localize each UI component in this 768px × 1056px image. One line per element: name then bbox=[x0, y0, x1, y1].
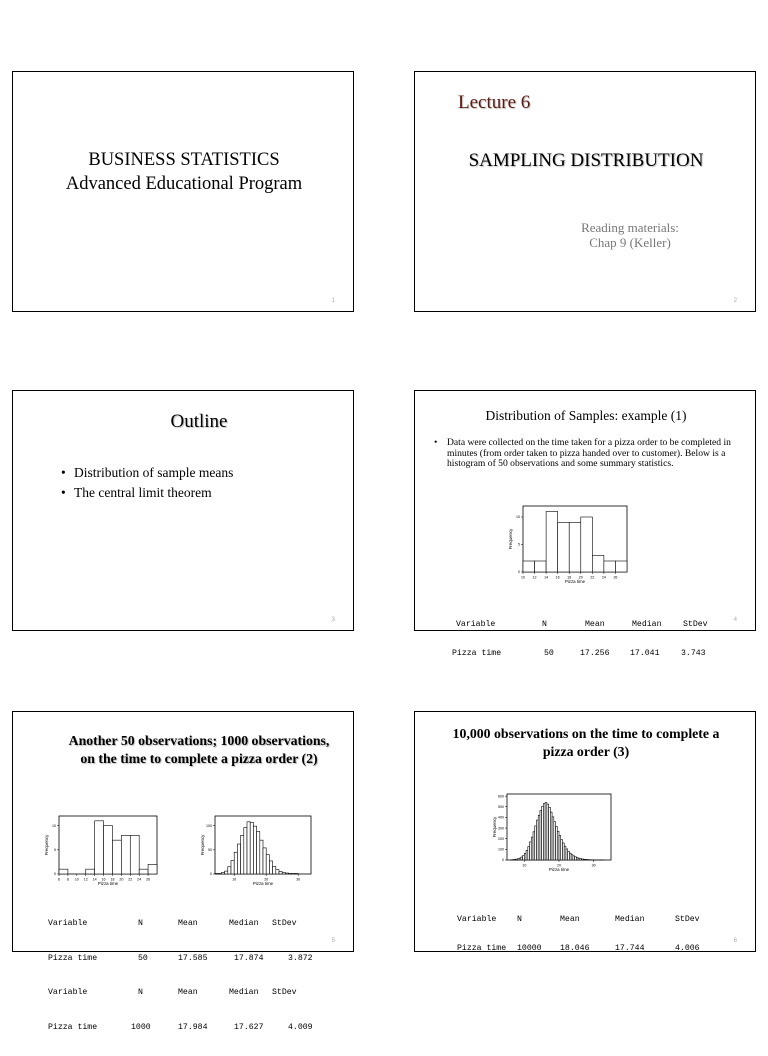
cell: N bbox=[138, 987, 143, 999]
histogram-bar bbox=[273, 866, 276, 874]
y-axis-label: Frequency bbox=[200, 834, 205, 856]
histogram-bar bbox=[257, 831, 260, 874]
x-tick-label: 8 bbox=[67, 878, 69, 882]
x-tick-label: 18 bbox=[110, 878, 114, 882]
histogram-bar bbox=[569, 523, 581, 573]
stats-row bbox=[48, 953, 68, 965]
histogram-bar bbox=[241, 835, 244, 874]
title-line-2: pizza order (3) bbox=[415, 743, 757, 761]
y-axis-label: Frequency bbox=[508, 528, 513, 550]
x-tick-label: 18 bbox=[567, 576, 571, 580]
histogram-bar bbox=[59, 869, 68, 874]
slide-3-title: Outline bbox=[13, 411, 385, 433]
histogram-bar bbox=[231, 860, 234, 874]
slide-3 bbox=[12, 390, 354, 631]
histogram-bar bbox=[581, 517, 593, 572]
x-tick-label: 10 bbox=[521, 576, 525, 580]
col-n: N bbox=[542, 620, 547, 630]
histogram-bar bbox=[253, 826, 256, 874]
histogram-bar bbox=[139, 869, 148, 874]
slide-4-title: Distribution of Samples: example (1) bbox=[415, 408, 757, 424]
x-tick-label: 26 bbox=[146, 878, 150, 882]
slide-1-title bbox=[13, 148, 355, 196]
x-tick-label: 26 bbox=[613, 576, 617, 580]
y-tick-label: 0 bbox=[502, 858, 504, 862]
y-tick-label: 10 bbox=[516, 515, 520, 519]
histogram-bar bbox=[244, 828, 247, 874]
y-tick-label: 5 bbox=[54, 848, 56, 852]
histogram-bar bbox=[234, 852, 237, 874]
y-tick-label: 400 bbox=[498, 816, 504, 820]
col-mean: Mean bbox=[585, 620, 605, 630]
y-tick-label: 500 bbox=[498, 805, 504, 809]
y-tick-label: 100 bbox=[498, 848, 504, 852]
col-mean: Mean bbox=[178, 918, 198, 930]
x-axis-label: Pizza time bbox=[98, 881, 119, 886]
histogram-bar bbox=[130, 835, 139, 874]
histogram-bar bbox=[112, 840, 121, 874]
stats-header bbox=[48, 987, 68, 999]
histogram-bar bbox=[121, 835, 130, 874]
col-variable: Variable bbox=[457, 915, 496, 925]
cell: 17.585 bbox=[178, 953, 207, 965]
histogram-bar bbox=[104, 826, 113, 874]
y-tick-label: 10 bbox=[52, 824, 56, 828]
cell: 4.006 bbox=[675, 944, 700, 954]
slide-number: 6 bbox=[734, 938, 737, 944]
cell: Pizza time bbox=[48, 953, 97, 965]
slide-number: 4 bbox=[734, 617, 737, 623]
lecture-label: Lecture 6 bbox=[458, 92, 530, 114]
histogram-bar bbox=[285, 873, 288, 874]
slide-1 bbox=[12, 71, 354, 312]
summary-stats bbox=[48, 895, 68, 1056]
x-tick-label: 10 bbox=[522, 864, 526, 868]
cell: Median bbox=[229, 987, 258, 999]
cell: 17.744 bbox=[615, 944, 644, 954]
histogram-bar bbox=[263, 848, 266, 874]
y-axis-label: Frequency bbox=[44, 834, 49, 856]
col-median: Median bbox=[229, 918, 258, 930]
slide-number: 5 bbox=[332, 938, 335, 944]
col-median: Median bbox=[615, 915, 644, 925]
histogram bbox=[505, 506, 635, 586]
stats-row bbox=[48, 1022, 68, 1034]
x-tick-label: 30 bbox=[296, 878, 300, 882]
summary-stats bbox=[452, 601, 472, 677]
stats-row bbox=[452, 649, 472, 659]
x-tick-label: 20 bbox=[579, 576, 583, 580]
outline-list bbox=[61, 463, 233, 503]
title-line-2: on the time to complete a pizza order (2) bbox=[13, 750, 385, 768]
histogram-bar bbox=[592, 556, 604, 573]
histogram-bar bbox=[269, 861, 272, 874]
x-tick-label: 10 bbox=[232, 878, 236, 882]
x-tick-label: 10 bbox=[75, 878, 79, 882]
histogram-bar bbox=[535, 561, 547, 572]
x-tick-label: 22 bbox=[128, 878, 132, 882]
slide-6-title bbox=[415, 725, 757, 761]
reading-line-1: Reading materials: bbox=[545, 220, 715, 235]
x-tick-label: 14 bbox=[93, 878, 97, 882]
y-tick-label: 0 bbox=[210, 872, 212, 876]
cell: 17.874 bbox=[234, 953, 263, 965]
histogram-bar bbox=[615, 561, 627, 572]
y-tick-label: 300 bbox=[498, 826, 504, 830]
reading-materials bbox=[545, 220, 715, 250]
y-tick-label: 5 bbox=[518, 543, 520, 547]
stats-header bbox=[48, 918, 68, 930]
cell: 17.256 bbox=[580, 649, 609, 659]
x-tick-label: 16 bbox=[102, 878, 106, 882]
cell: 1000 bbox=[131, 1022, 151, 1034]
x-tick-label: 12 bbox=[533, 576, 537, 580]
y-tick-label: 0 bbox=[54, 872, 56, 876]
x-tick-label: 16 bbox=[556, 576, 560, 580]
histogram-bar bbox=[237, 844, 240, 874]
col-stdev: StDev bbox=[683, 620, 708, 630]
cell: Pizza time bbox=[457, 944, 506, 954]
cell: 3.872 bbox=[288, 953, 313, 965]
y-tick-label: 200 bbox=[498, 837, 504, 841]
histogram-bar bbox=[86, 869, 95, 874]
histogram-bar bbox=[228, 867, 231, 874]
slide-2 bbox=[414, 71, 756, 312]
x-tick-label: 20 bbox=[119, 878, 123, 882]
x-tick-label: 24 bbox=[137, 878, 141, 882]
histogram-bar bbox=[247, 822, 250, 874]
cell: Variable bbox=[48, 987, 87, 999]
description-bullet: • Data were collected on the time taken for a pizza order to be completed in minutes (from order taken to pizza handed over to customer). Below is a histogram of 50 observations and some summary statistics. bbox=[434, 438, 740, 470]
slide-6 bbox=[414, 711, 756, 952]
x-tick-label: 30 bbox=[592, 864, 596, 868]
histogram-bar bbox=[558, 523, 570, 573]
y-axis-label: Frequency bbox=[492, 816, 497, 838]
histogram-10000 bbox=[481, 792, 617, 878]
reading-line-2: Chap 9 (Keller) bbox=[545, 235, 715, 250]
y-tick-label: 50 bbox=[208, 848, 212, 852]
histogram-bar bbox=[523, 561, 535, 572]
cell: 3.743 bbox=[681, 649, 706, 659]
col-stdev: StDev bbox=[272, 918, 297, 930]
histogram-bar bbox=[260, 840, 263, 874]
slide-number: 1 bbox=[332, 298, 335, 304]
x-tick-label: 20 bbox=[557, 864, 561, 868]
histogram-bar bbox=[276, 870, 279, 874]
col-mean: Mean bbox=[560, 915, 580, 925]
cell: 17.984 bbox=[178, 1022, 207, 1034]
cell: 17.627 bbox=[234, 1022, 263, 1034]
x-axis-label: Pizza time bbox=[549, 867, 570, 872]
cell: 18.046 bbox=[560, 944, 589, 954]
x-tick-label: 14 bbox=[544, 576, 548, 580]
stats-row bbox=[457, 944, 477, 954]
col-n: N bbox=[138, 918, 143, 930]
histogram-bar bbox=[95, 821, 104, 874]
slide-number: 3 bbox=[332, 617, 335, 623]
slide-5 bbox=[12, 711, 354, 952]
title-line-2: Advanced Educational Program bbox=[13, 172, 355, 196]
col-variable: Variable bbox=[456, 620, 495, 630]
histogram-bar bbox=[225, 871, 228, 874]
slide-number: 2 bbox=[734, 298, 737, 304]
cell: 10000 bbox=[517, 944, 542, 954]
histogram-bar bbox=[604, 561, 616, 572]
x-tick-label: 20 bbox=[264, 878, 268, 882]
x-tick-label: 24 bbox=[602, 576, 606, 580]
slide-2-title: SAMPLING DISTRIBUTION bbox=[415, 150, 757, 172]
x-tick-label: 22 bbox=[590, 576, 594, 580]
summary-stats bbox=[457, 896, 477, 972]
title-line-1: 10,000 observations on the time to complete a bbox=[415, 725, 757, 743]
histogram-bar bbox=[148, 864, 157, 874]
histogram-bar bbox=[221, 873, 224, 874]
col-median: Median bbox=[632, 620, 661, 630]
outline-item: • The central limit theorem bbox=[61, 483, 233, 503]
x-axis-label: Pizza time bbox=[565, 579, 586, 584]
cell: Pizza time bbox=[452, 649, 501, 659]
cell: StDev bbox=[272, 987, 297, 999]
outline-item: • Distribution of sample means bbox=[61, 463, 233, 483]
slide-4 bbox=[414, 390, 756, 631]
histogram-bar bbox=[279, 872, 282, 874]
title-line-1: BUSINESS STATISTICS bbox=[13, 148, 355, 172]
histogram-1000 bbox=[197, 816, 317, 888]
histogram-bar bbox=[266, 855, 269, 874]
y-tick-label: 600 bbox=[498, 794, 504, 798]
y-tick-label: 0 bbox=[518, 570, 520, 574]
stats-header bbox=[457, 915, 477, 925]
slide-5-title bbox=[13, 732, 385, 768]
col-stdev: StDev bbox=[675, 915, 700, 925]
col-n: N bbox=[517, 915, 522, 925]
cell: Pizza time bbox=[48, 1022, 97, 1034]
y-tick-label: 100 bbox=[206, 824, 212, 828]
histogram-bar bbox=[282, 873, 285, 874]
cell: Mean bbox=[178, 987, 198, 999]
cell: 17.041 bbox=[630, 649, 659, 659]
slide-4-bullets bbox=[434, 438, 740, 470]
x-axis-label: Pizza time bbox=[253, 881, 274, 886]
histogram-50 bbox=[43, 816, 163, 888]
cell: 50 bbox=[544, 649, 554, 659]
cell: 4.009 bbox=[288, 1022, 313, 1034]
histogram-bar bbox=[546, 512, 558, 573]
histogram-bar bbox=[250, 822, 253, 874]
title-line-1: Another 50 observations; 1000 observations, bbox=[13, 732, 385, 750]
x-tick-label: 12 bbox=[84, 878, 88, 882]
x-tick-label: 6 bbox=[58, 878, 60, 882]
cell: 50 bbox=[138, 953, 148, 965]
stats-header bbox=[452, 620, 472, 630]
col-variable: Variable bbox=[48, 918, 87, 930]
